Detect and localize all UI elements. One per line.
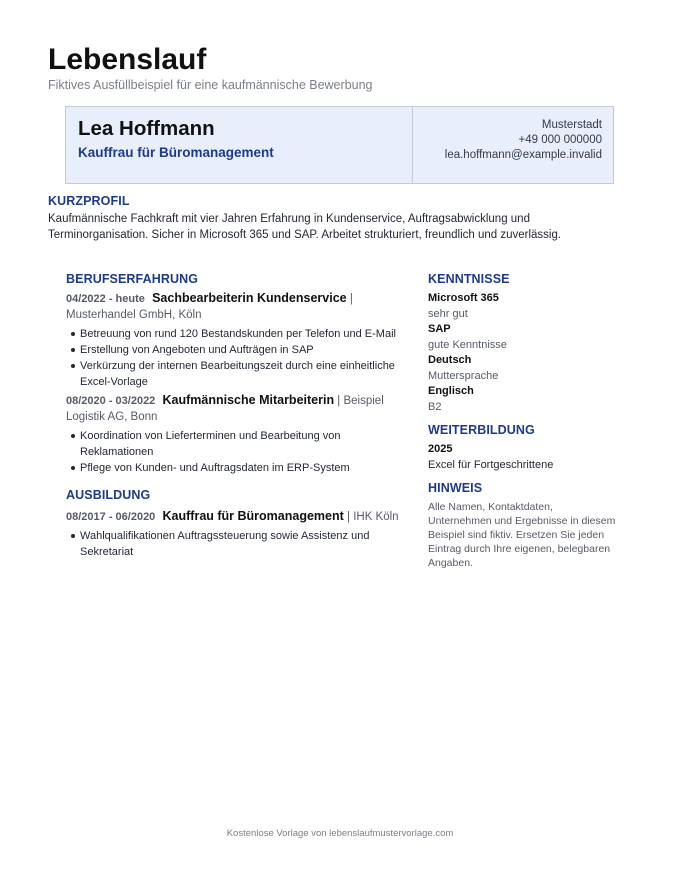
list-item [66,528,416,560]
education-school: IHK Köln [353,511,399,523]
bullet-text: Betreuung von rund 120 Bestandskunden per Telefon und E-Mail [80,328,396,340]
note-text: Alle Namen, Kontaktdaten, Unternehmen und Ergebnisse in diesem Beispiel sind fiktiv. Ersetzen Sie jeden Eintrag durch Ihre eigenen, belegbaren Angaben. [428,501,616,569]
bullet-text: Erstellung von Angeboten und Aufträgen in SAP [80,344,314,356]
contact-block [445,118,602,163]
education-bullets [66,528,416,560]
job-title: Sachbearbeiterin Kundenservice [152,291,347,305]
contact-email: lea.hoffmann@example.invalid [444,149,602,161]
bullet-text: Pflege von Kunden- und Auftragsdaten im ERP-System [80,462,350,474]
footer-credit: Kostenlose Vorlage von lebenslaufmustervorlage.com [226,828,454,839]
job-title: Kaufmännische Mitarbeiterin [162,393,335,407]
skill-item [428,291,628,322]
bullet-text: Koordination von Lieferterminen und Bearbeitung von Reklamationen [80,430,341,458]
bullet-icon [71,348,75,352]
skills-heading: KENNTNISSE [428,272,510,286]
profile-text: Kaufmännische Fachkraft mit vier Jahren Erfahrung in Kundenservice, Auftragsabwicklung und Terminorganisation. Sicher in Microsoft 365 und SAP. Arbeitet strukturiert, freundlich und zuverlässig. [48,213,562,241]
person-role: Kauffrau für Büromanagement [78,145,274,160]
bullet-icon [71,534,75,538]
bullet-icon [71,332,75,336]
list-item [66,428,416,460]
separator: | [349,293,353,305]
job-date: 04/2022 - heute [66,293,145,305]
note-heading: HINWEIS [428,481,483,495]
bullet-icon [71,466,75,470]
list-item [66,342,416,358]
skill-item [428,353,628,384]
skill-name: Microsoft 365 [428,292,499,304]
skill-level: Muttersprache [428,370,499,382]
skill-name: Englisch [428,385,474,397]
training-entry [428,442,628,473]
experience-list [66,290,416,562]
header-divider [412,107,413,183]
skill-level: gute Kenntnisse [428,339,507,351]
contact-phone: +49 000 000000 [518,134,602,146]
skill-item [428,322,628,353]
list-item [66,358,416,390]
profile-heading: KURZPROFIL [48,194,130,208]
education-heading: AUSBILDUNG [66,488,151,502]
personal-header [65,106,614,184]
job-date: 08/2020 - 03/2022 [66,395,156,407]
contact-city: Musterstadt [541,119,602,131]
list-item [66,460,416,476]
bullet-text: Wahlqualifikationen Auftragssteuerung sowie Assistenz und Sekretariat [80,530,370,558]
job-entry [66,392,416,476]
education-entry [66,508,416,560]
person-name: Lea Hoffmann [78,117,215,140]
job-bullets [66,326,416,390]
training-year: 2025 [428,443,453,455]
education-title: Kauffrau für Büromanagement [162,509,344,523]
skill-level: sehr gut [428,308,468,320]
bullet-icon [71,434,75,438]
education-date: 08/2017 - 06/2020 [66,511,156,523]
document-title: Lebenslauf [48,43,207,76]
job-entry [66,290,416,390]
skill-name: Deutsch [428,354,472,366]
skills-list [428,291,628,415]
bullet-icon [71,364,75,368]
separator: | [337,395,344,407]
job-employer: Musterhandel GmbH, Köln [66,309,202,321]
training-course: Excel für Fortgeschrittene [428,459,554,471]
training-heading: WEITERBILDUNG [428,423,535,437]
skill-item [428,384,628,415]
job-employer: Beispiel Logistik AG, Bonn [66,395,384,423]
skill-level: B2 [428,401,442,413]
list-item [66,326,416,342]
bullet-text: Verkürzung der internen Bearbeitungszeit durch eine einheitliche Excel-Vorlage [80,360,395,388]
experience-heading: BERUFSERFAHRUNG [66,272,199,286]
separator: | [347,511,354,523]
skill-name: SAP [428,323,451,335]
document-subtitle: Fiktives Ausfüllbeispiel für eine kaufmännische Bewerbung [48,78,373,92]
job-bullets [66,428,416,476]
